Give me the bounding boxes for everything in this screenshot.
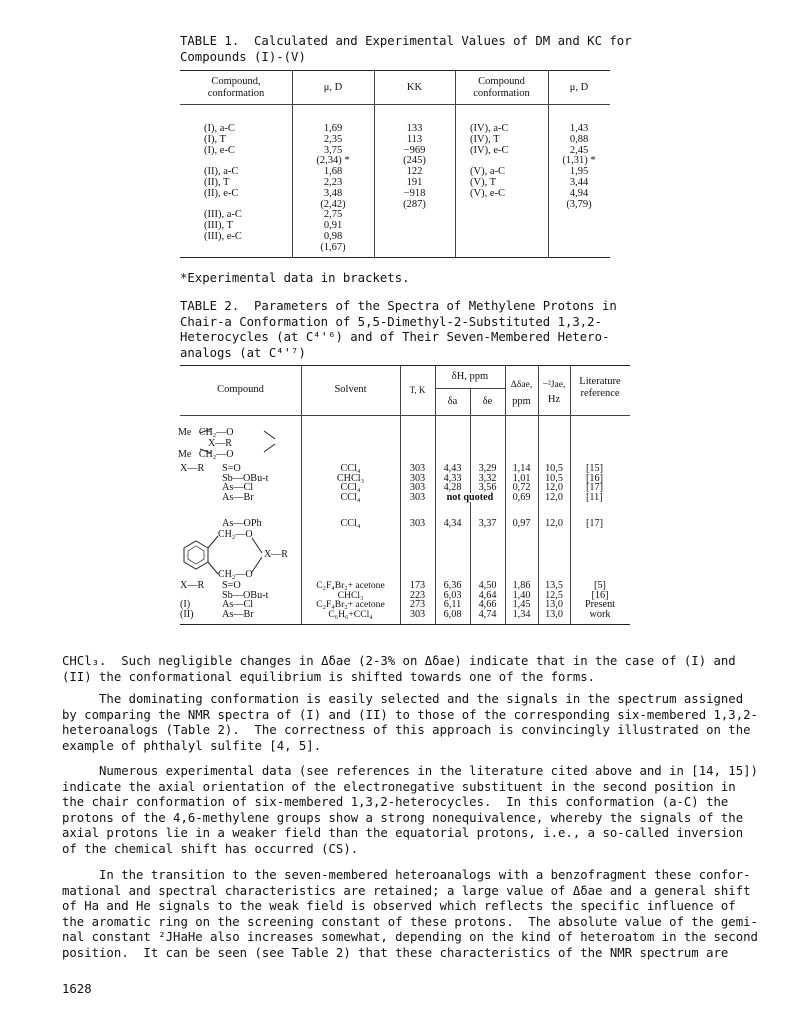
- table1-footnote: *Experimental data in brackets.: [180, 271, 410, 285]
- group1-delta-a: 4,43 4,33 4,28: [443, 463, 462, 493]
- table2-header-delta: Δδae,: [510, 380, 533, 390]
- table2-caption: TABLE 2. Parameters of the Spectra of Methylene Protons in Chair-a Conformation of 5,5-Dimethyl-2-Substituted 1,3,2- Heterocycles (at C⁴'⁶) and of Their Seven-Membered Hetero- analogs (at C⁴'⁷): [180, 299, 617, 360]
- group1-xr-label: X—R: [180, 463, 205, 474]
- table1: [180, 70, 610, 258]
- group1-literature: [15] [16] [17] [11]: [586, 463, 603, 503]
- table2-header-delta-unit: ppm: [512, 396, 531, 407]
- group2-xr-label: X—R (I) (II): [180, 580, 205, 620]
- table1-header-compound2: Compound conformation: [473, 76, 530, 99]
- group1-temperature: 303 303 303 303: [409, 463, 426, 503]
- structure-1-line2: X—R: [178, 438, 232, 449]
- table2-header-temperature: T, K: [409, 385, 426, 395]
- table2-header-dh: δH, ppm: [451, 371, 489, 382]
- row-asoph-compound: As—OPh: [222, 518, 262, 529]
- paragraph-4: In the transition to the seven-membered heteroanalogs with a benzofragment these confor- mational and spectral characteristics are retained; a large value of Δδae and a general shift of Ha and He signals to the weak field is observed which reflects the specific influence of the aromatic ring on the screening constant of these protons. The absolute value of the gemi- nal constant ²JHaHe also increases somewhat, depending on the kind of heteroatom in the second position. It can be seen (see Table 2) that these characteristics of the NMR spectrum are: [62, 868, 758, 960]
- table2-header-de: δe: [482, 396, 493, 407]
- paragraph-2: The dominating conformation is easily selected and the signals in the spectrum assigned by comparing the NMR spectra of (I) and (II) to those of the corresponding six-membered 1,3,2- heteroanalogs (Table 2). The correctness of this approach is convincingly illustrated on the example of phthalyl sulfite [4, 5].: [62, 692, 758, 753]
- group1-solvents: CCl₄ CHCl₃ CCl₄ CCl₄: [336, 463, 365, 503]
- structure-2-line3: CH₂—O: [218, 569, 253, 580]
- structure-2-line1: CH₂—O: [218, 529, 253, 540]
- table1-col-mu: 1,69 2,35 3,75 (2,34) * 1,68 2,23 3,48 (2,42) 2,75 0,91 0,98 (1,67): [316, 123, 350, 253]
- group1-delta-ae: 1,14 1,01 0,72 0,69: [512, 463, 531, 503]
- group1-not-quoted: not quoted: [436, 493, 504, 503]
- row-asoph-temperature: 303: [409, 518, 426, 529]
- table1-col-compound2: (IV), a-C (IV), T (IV), e-C (V), a-C (V), T (V), e-C: [470, 123, 509, 199]
- row-asoph-j: 12,0: [545, 518, 563, 529]
- group2-compounds: S=O Sb—OBu-t As—Cl As—Br: [222, 580, 269, 620]
- table1-header-mu2: μ, D: [569, 82, 589, 93]
- table1-header-mu: μ, D: [323, 82, 343, 93]
- table1-col-compound: (I), a-C (I), T (I), e-C (II), a-C (II), T (II), e-C (III), a-C (III), T (III), e-C: [204, 123, 242, 242]
- row-asoph-delta-e: 3,37: [478, 518, 497, 529]
- table2-header-solvent: Solvent: [334, 384, 367, 395]
- group2-j: 13,5 12,5 13,0 13,0: [545, 580, 563, 620]
- group2-delta-e: 4,50 4,64 4,66 4,74: [478, 580, 497, 620]
- paragraph-1: CHCl₃. Such negligible changes in Δδae (2-3% on Δδae) indicate that in the case of (I) and (II) the conformational equilibrium is shifted towards one of the forms.: [62, 654, 736, 684]
- table1-col-mu2: 1,43 0,88 2,45 (1,31) * 1,95 3,44 4,94 (3,79): [562, 123, 596, 210]
- structure-1-line3: Me CH₂—O: [178, 449, 234, 460]
- group2-delta-ae: 1,86 1,40 1,45 1,34: [512, 580, 531, 620]
- group2-literature: [5] [16] Present work: [585, 580, 615, 620]
- page-number: 1628: [62, 982, 92, 996]
- table2-header-j: −²Jae,: [542, 380, 566, 390]
- row-asoph-solvent: CCl₄: [340, 518, 361, 529]
- group2-delta-a: 6,36 6,03 6,11 6,08: [443, 580, 462, 620]
- group1-j: 10,5 10,5 12,0 12,0: [545, 463, 563, 503]
- table2-header-compound: Compound: [217, 384, 264, 395]
- table1-col-kk: 133 113 −969 (245) 122 191 −918 (287): [403, 123, 426, 210]
- row-asoph-delta-a: 4,34: [443, 518, 462, 529]
- table1-header-compound: Compound, conformation: [207, 76, 265, 99]
- group1-delta-e: 3,29 3,32 3,56: [478, 463, 497, 493]
- group1-compounds: S=O Sb—OBu-t As—Cl As—Br: [222, 463, 269, 503]
- table2-header-da: δa: [447, 396, 458, 407]
- structure-1-line1: Me CH₂—O: [178, 427, 234, 438]
- structure-2-line2: X—R: [264, 549, 288, 560]
- group2-temperature: 173 223 273 303: [409, 580, 426, 620]
- table2: [180, 365, 630, 625]
- row-asoph-delta-ae: 0,97: [512, 518, 531, 529]
- paragraph-3: Numerous experimental data (see references in the literature cited above and in [14, 15]) indicate the axial orientation of the electronegative substituent in the second position in the chair conformation of six-membered 1,3,2-heterocycles. In this conformation (a-C) the protons of the 4,6-methylene groups show a strong nonequivalence, whereby the signals of the axial protons lie in a weaker field than the equatorial protons, i.e., a so-called inversion of the chemical shift has occurred (CS).: [62, 764, 758, 856]
- table2-header-j-unit: Hz: [547, 394, 561, 405]
- table2-header-literature: Literature reference: [579, 376, 621, 399]
- table1-header-kk: KK: [406, 82, 423, 93]
- group2-solvents: C₂F₄Br₂+ acetone CHCl₃ C₂F₄Br₂+ acetone C₆H₆+CCl₄: [316, 580, 385, 620]
- table1-caption: TABLE 1. Calculated and Experimental Values of DM and KC for Compounds (I)-(V): [180, 34, 632, 64]
- row-asoph-literature: [17]: [586, 518, 603, 529]
